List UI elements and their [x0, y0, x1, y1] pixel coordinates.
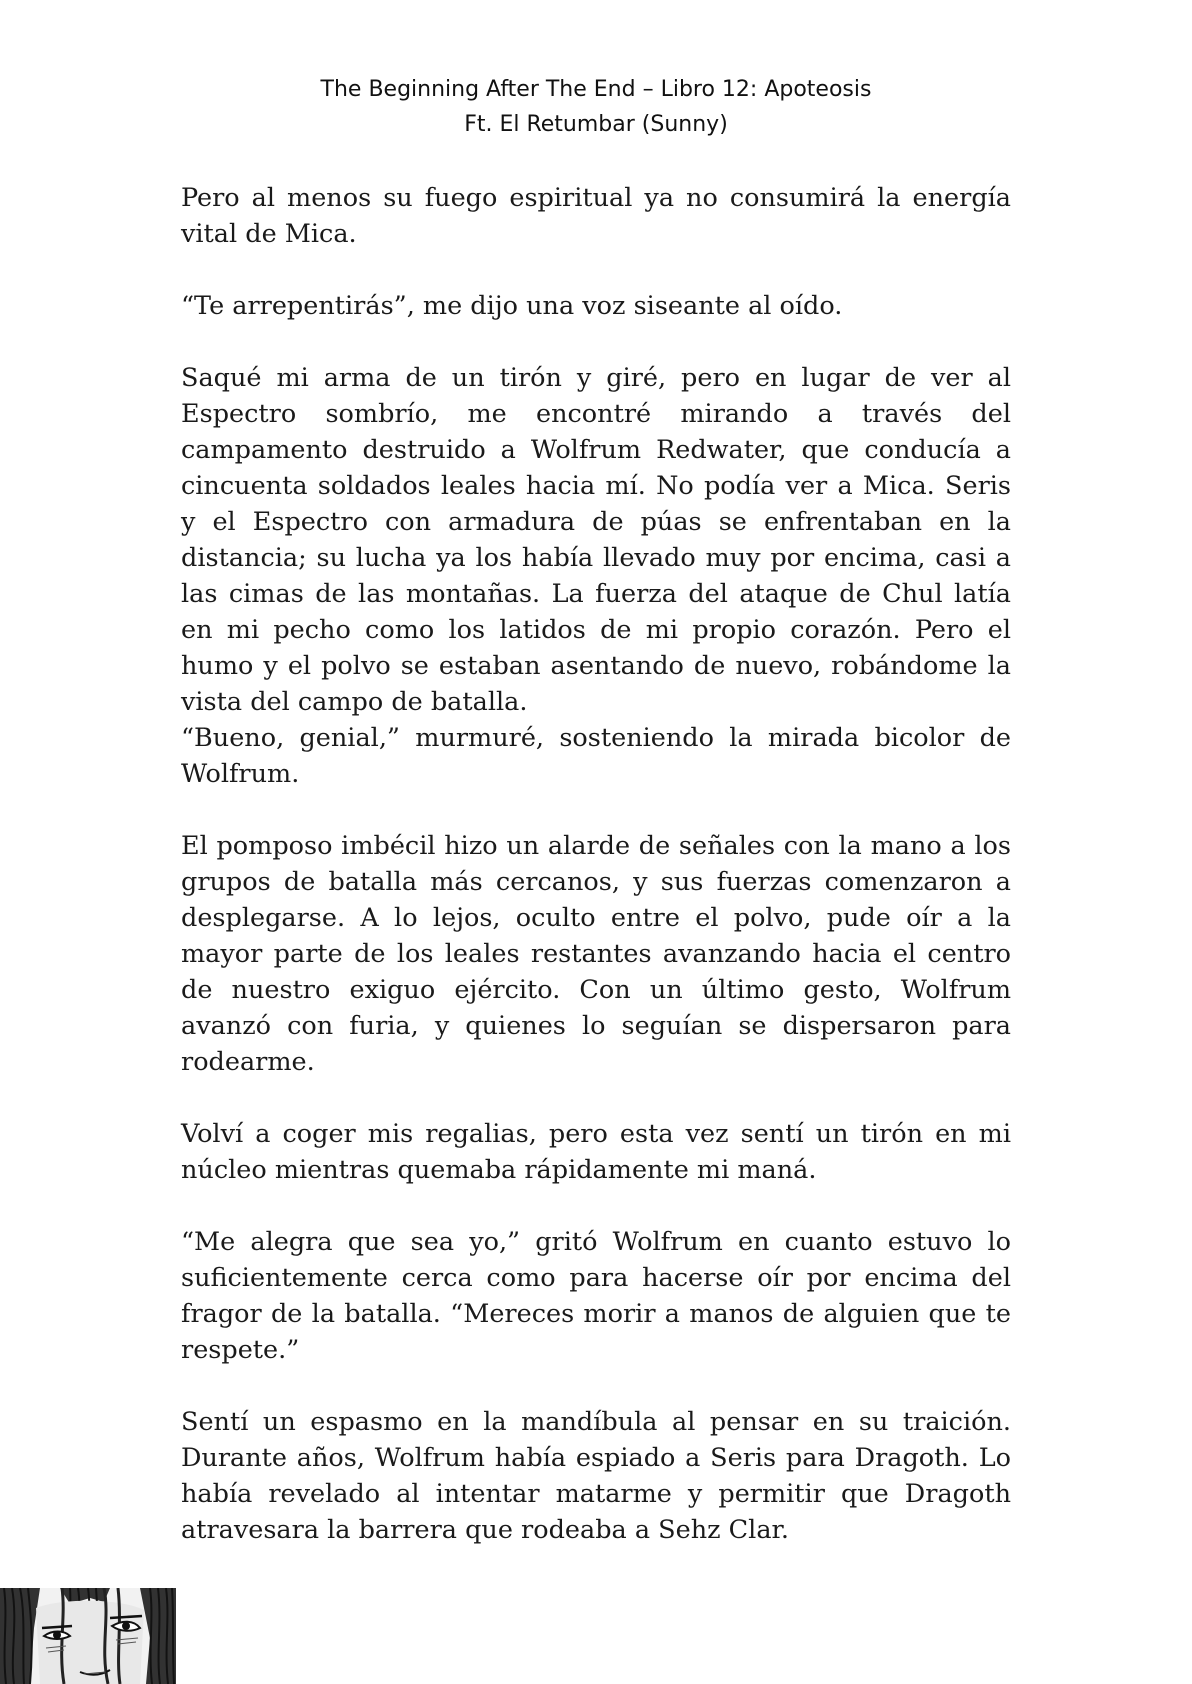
paragraph: “Bueno, genial,” murmuré, sosteniendo la mirada bicolor de Wolfrum. — [181, 723, 1011, 789]
paragraph: Saqué mi arma de un tirón y giré, pero en lugar de ver al Espectro sombrío, me encontré mirando a través del campamento destruido a Wolfrum Redwater, que conducía a cincuenta soldados leales hacia mí. No podía ver a Mica. Seris y el Espectro con armadura de púas se enfrentaban en la distancia; su lucha ya los había llevado muy por encima, casi a las cimas de las montañas. La fuerza del ataque de Chul latía en mi pecho como los latidos de mi propio corazón. Pero el humo y el polvo se estaban asentando de nuevo, robándome la vista del campo de batalla. — [181, 363, 1011, 717]
translator-credit: Ft. El Retumbar (Sunny) — [464, 112, 728, 137]
paragraph: Pero al menos su fuego espiritual ya no consumirá la energía vital de Mica. — [181, 183, 1011, 249]
paragraph: Sentí un espasmo en la mandíbula al pensar en su traición. Durante años, Wolfrum había espiado a Seris para Dragoth. Lo había revelado al intentar matarme y permitir que Dragoth atravesara la barrera que rodeaba a Sehz Clar. — [181, 1407, 1011, 1545]
paragraph: “Te arrepentirás”, me dijo una voz siseante al oído. — [181, 291, 843, 321]
book-title: The Beginning After The End – Libro 12: Apoteosis — [320, 77, 872, 102]
paragraph: Volví a coger mis regalias, pero esta vez sentí un tirón en mi núcleo mientras quemaba rápidamente mi maná. — [181, 1119, 1011, 1185]
chapter-body — [181, 180, 1011, 1584]
paragraph: “Me alegra que sea yo,” gritó Wolfrum en cuanto estuvo lo suficientemente cerca como para hacerse oír por encima del fragor de la batalla. “Mereces morir a manos de alguien que te respete.” — [181, 1227, 1011, 1365]
page-header — [0, 72, 1192, 142]
manga-character-illustration — [0, 1588, 176, 1684]
paragraph: El pomposo imbécil hizo un alarde de señales con la mano a los grupos de batalla más cercanos, y sus fuerzas comenzaron a desplegarse. A lo lejos, oculto entre el polvo, pude oír a la mayor parte de los leales restantes avanzando hacia el centro de nuestro exiguo ejército. Con un último gesto, Wolfrum avanzó con furia, y quienes lo seguían se dispersaron para rodearme. — [181, 831, 1011, 1077]
